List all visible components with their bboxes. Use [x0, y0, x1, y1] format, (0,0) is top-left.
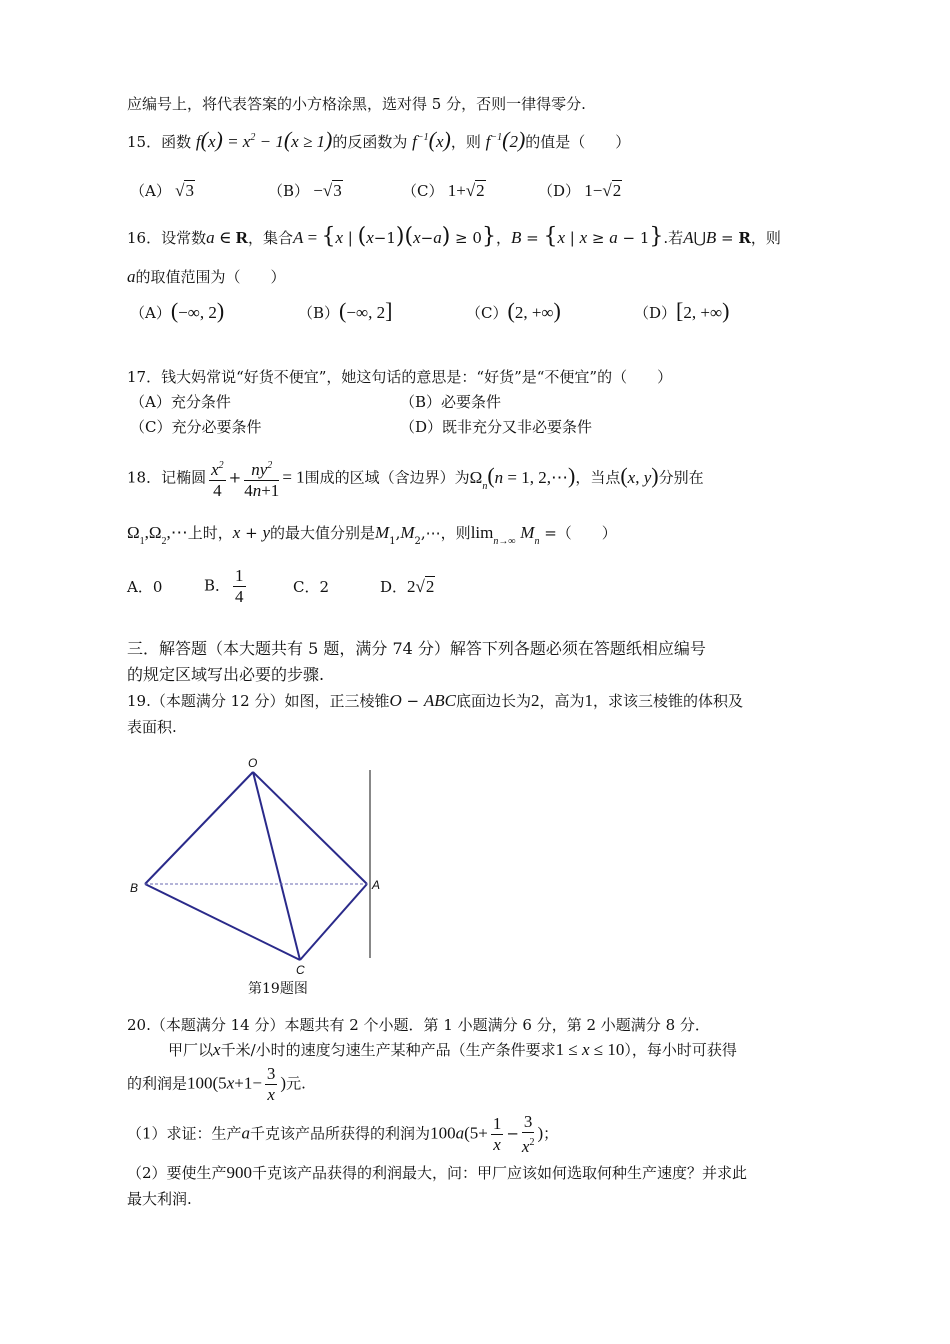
- section3-heading-2: 的规定区域写出必要的步骤.: [127, 665, 325, 684]
- q15-end: 的值是（ ）: [525, 133, 631, 151]
- q15-formula: $f(x) = x^2 - 1(x \ge 1)$: [195, 127, 333, 152]
- label-C: C: [296, 963, 305, 977]
- q17-option-a: （A）充分条件: [130, 393, 231, 411]
- q20-part2: （2）要使生产900千克该产品获得的利润最大，问：甲厂应该如何选取何种生产速度？并求此: [127, 1163, 748, 1182]
- label-O: O: [248, 756, 258, 770]
- intro-line: 应编号上，将代表答案的小方格涂黑，选对得 5 分，否则一律得零分.: [127, 95, 586, 113]
- q15-mid: 的反函数为: [332, 133, 408, 151]
- edge-OA: [253, 772, 367, 884]
- q17-option-d: （D）既非充分又非必要条件: [400, 418, 593, 436]
- label-B: B: [130, 881, 139, 895]
- q19-figure-caption: 第19题图: [248, 981, 308, 997]
- q20-line2: 的利润是100(5x+1− $\frac{3}{x}$ )元.: [127, 1064, 306, 1104]
- q16-stem: 16．设常数a ∈ R，集合A = {x | (x−1)(x−a) ≥ 0}，B = {x | x ≥ a − 1}.若A⋃B = R，则: [127, 224, 781, 249]
- q16-option-b: （B）(−∞, 2]: [298, 298, 393, 323]
- q17-option-b: （B）必要条件: [400, 393, 502, 411]
- q17-option-c: （C）充分必要条件: [130, 418, 262, 436]
- q18-option-b: B． $\frac{1}{4}$: [204, 566, 244, 606]
- q20-part1: （1）求证：生产a千克该产品所获得的利润为100a(5+ $\frac{1}{x}$ − $\frac{3}{x^2}$ )；: [127, 1112, 559, 1156]
- q15-option-b: （B） −√3: [268, 181, 342, 200]
- q20-part2-line2: 最大利润.: [127, 1190, 192, 1208]
- q15-option-d: （D） 1−√2: [538, 181, 622, 200]
- edge-OB: [145, 772, 253, 884]
- q17-stem: 17．钱大妈常说“好货不便宜”，她这句话的意思是：“好货”是“不便宜”的（ ）: [127, 368, 673, 386]
- q19-stem: 19.（本题满分 12 分）如图，正三棱锥O − ABC底面边长为2，高为1，求该三棱锥的体积及: [127, 691, 744, 710]
- q16-option-d: （D）[2, +∞): [634, 298, 730, 323]
- q15-option-a: （A） √3: [130, 181, 194, 200]
- q18-stem: 18．记椭圆 $\frac{x^2}{4}$ + $\frac{ny^2}{4n+1}$ = 1围成的区域（含边界）为$\Omega_n(n = 1$, 2,⋯)，当点(x, y)分别在: [127, 456, 704, 501]
- q16-line2: a的取值范围为（ ）: [127, 267, 286, 286]
- q15-option-c: （C） 1+√2: [402, 181, 485, 200]
- q16-option-a: （A）(−∞, 2): [130, 298, 225, 323]
- section3-heading-1: 三．解答题（本大题共有 5 题，满分 74 分）解答下列各题必须在答题纸相应编号: [127, 639, 706, 658]
- q15-eval: $f^{-1}(2)$: [485, 127, 526, 152]
- edge-BC: [145, 884, 300, 960]
- q20-stem: 20.（本题满分 14 分）本题共有 2 个小题．第 1 小题满分 6 分，第 2 小题满分 8 分．: [127, 1016, 710, 1034]
- q19-stem-line2: 表面积.: [127, 718, 177, 736]
- q18-option-d: D．2√2: [380, 577, 435, 596]
- q18-option-c: C．2: [293, 578, 330, 596]
- q15-inverse: $f^{-1}(x)$: [412, 127, 451, 152]
- label-A: A: [372, 878, 381, 892]
- q16-option-c: （C）(2, +∞): [466, 298, 561, 323]
- q15-prefix: 15．函数: [127, 133, 192, 151]
- edge-OC: [253, 772, 300, 960]
- q18-line2: $\Omega_1,\Omega_2,\cdots$上时，x + y的最大值分别是$M_1,M_2,\cdots$，则$\lim_{n\to\infty} M_n$ =（ ）: [127, 523, 617, 547]
- q15-suffix: ，则: [450, 133, 481, 151]
- edge-AC: [300, 884, 367, 960]
- q18-option-a: A．0: [127, 578, 163, 596]
- q20-line1: 甲厂以x千米/小时的速度匀速生产某种产品（生产条件要求1 ≤ x ≤ 10），每小时可获得: [168, 1040, 737, 1059]
